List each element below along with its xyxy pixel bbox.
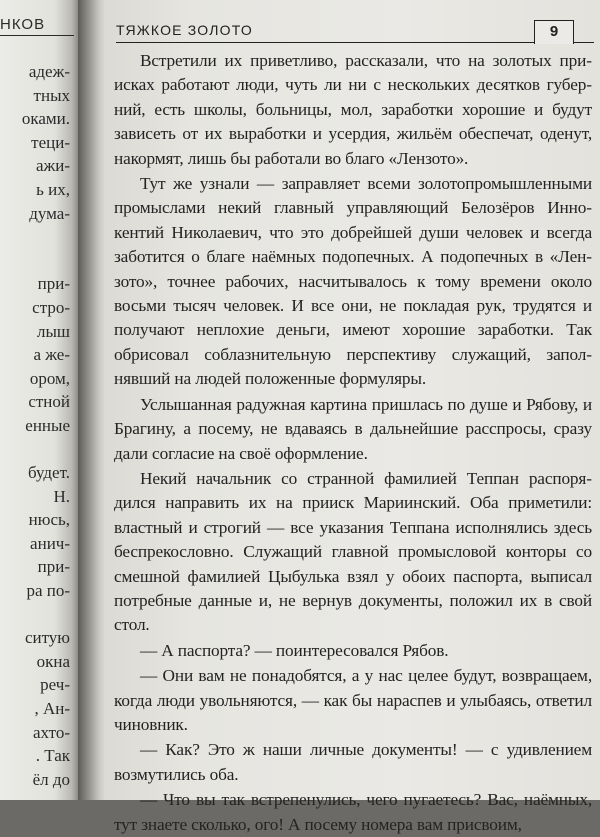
- running-header: [116, 18, 594, 43]
- previous-page-line: адеж-: [28, 62, 70, 81]
- previous-page-line: нюсь,: [28, 510, 70, 530]
- paragraph: Услышанная радужная картина пришлась по душе и Рябову, и Брагину, а посему, не вдаваясь в дальнейшие расспросы, сразу дали согласие на своё оформление.: [114, 394, 592, 463]
- previous-page-line: [0, 225, 70, 249]
- current-page: [104, 0, 600, 834]
- previous-page-line: ором,: [29, 368, 70, 388]
- previous-page-line: будет.: [27, 463, 70, 483]
- previous-page-line: ахто-: [33, 722, 70, 742]
- previous-page-line: окна: [36, 651, 70, 671]
- previous-page-line: теци-: [31, 132, 70, 152]
- previous-page-line: ёл до: [32, 769, 70, 789]
- previous-page-line: ситую: [24, 628, 70, 648]
- previous-page-line: стной: [28, 392, 70, 412]
- previous-page-line: при-: [37, 557, 70, 577]
- previous-page-line: . Так: [35, 746, 70, 766]
- previous-page-line: ь их,: [36, 179, 70, 199]
- previous-page-line: анич-: [30, 533, 70, 553]
- previous-page-line: реч-: [40, 675, 70, 695]
- paragraph: — Как? Это ж наши личные документы! — с удивлением возмутились оба.: [114, 740, 592, 784]
- paragraph: Встретили их приветливо, рассказали, что на золотых приисках работают люди, чуть ли ни с нескольких десятков губерний, есть школы, больницы, мол, заработки хорошие и будут зависеть от их выработки и усердия, жильём обеспечат, оденут, накормят, лишь бы работали во благо «Лензото».: [114, 51, 592, 168]
- previous-page-line: Н.: [53, 486, 70, 506]
- previous-page-line: ажи-: [35, 156, 70, 176]
- previous-page-line: а же-: [33, 345, 70, 365]
- previous-page-line: дума-: [29, 203, 70, 223]
- previous-page-line: при-: [37, 274, 70, 294]
- book-title: ТЯЖКОЕ ЗОЛОТО: [116, 22, 253, 38]
- previous-page-line: [0, 603, 70, 627]
- page-body: [114, 49, 592, 837]
- paragraph: — А паспорта? — поинтересовался Рябов.: [140, 640, 449, 660]
- previous-page: [0, 0, 78, 800]
- previous-page-line: тных: [33, 85, 70, 105]
- previous-page-line: оками.: [21, 109, 70, 129]
- previous-page-line: [0, 438, 70, 462]
- paragraph: Некий начальник со странной фамилией Теппан распорядился направить их на прииск Мариинский. Оба приметили: властный и строгий — все указания Теппана исполнялись здесь беспрекословно. Служащий главной промысловой конторы со смешной фамилией Цыбулька взял у обоих паспорта, выписал потребные данные и, не вернув документы, положил их в свой стол.: [114, 468, 592, 635]
- previous-page-text: [0, 60, 70, 791]
- previous-page-line: ра по-: [26, 581, 70, 601]
- paragraph: — Они вам не понадобятся, а у нас целее будут, возвращаем, когда люди увольняются, — как бы нараспев и улыбаясь, ответил чиновник.: [114, 666, 592, 734]
- paragraph: Тут же узнали — заправляет всеми золотопромышленными промыслами некий главный управляющий Белозёров Иннокентий Николаевич, что это добрейшей души человек и всегда заботится о благе наёмных подопечных. А подопечных в «Лензото», точнее рабочих, насчитывалось к тому времени около восьми тысяч человек. И все они, не покладая рук, трудятся и получают неплохие деньги, имеют хорошие заработки. Так обрисовал соблазнительную перспективу служащий, заполнявший на людей положенные формуляры.: [114, 174, 592, 389]
- previous-page-header: НКОВ: [0, 16, 74, 36]
- previous-page-line: стро-: [32, 297, 70, 317]
- previous-page-line: лыш: [37, 321, 70, 341]
- book-gutter: [78, 0, 106, 800]
- previous-page-line: [0, 249, 70, 273]
- page-number: 9: [534, 20, 574, 44]
- paragraph: — Что вы так встрепенулись, чего пугаетесь? Вас, наёмных, тут знаете сколько, ого! А посему номера вам присвоим,: [114, 790, 592, 834]
- previous-page-line: енные: [25, 415, 70, 435]
- previous-page-line: , Ан-: [34, 699, 70, 719]
